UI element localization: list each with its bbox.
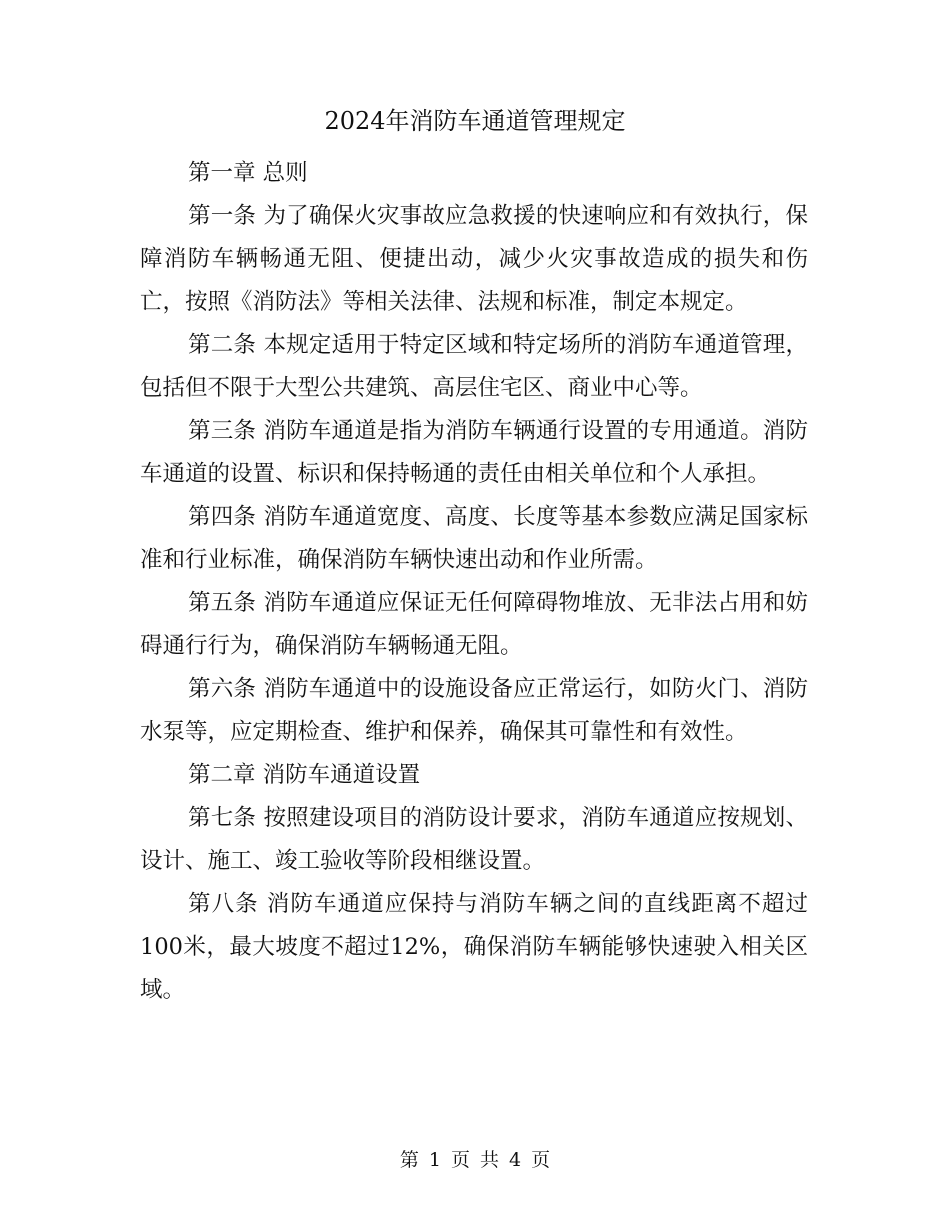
chapter-1-heading: 第一章 总则 <box>188 160 308 186</box>
article-5: 第五条 消防车通道应保证无任何障碍物堆放、无非法占用和妨碍通行行为，确保消防车辆畅通无阻。 <box>140 590 808 659</box>
page-footer: 第 1 页 共 4 页 <box>399 1149 551 1171</box>
article-1: 第一条 为了确保火灾事故应急救援的快速响应和有效执行，保障消防车辆畅通无阻、便捷出动，减少火灾事故造成的损失和伤亡，按照《消防法》等相关法律、法规和标准，制定本规定。 <box>140 203 808 315</box>
article-2: 第二条 本规定适用于特定区域和特定场所的消防车通道管理，包括但不限于大型公共建筑、高层住宅区、商业中心等。 <box>140 332 808 401</box>
document-title: 2024年消防车通道管理规定 <box>324 107 626 135</box>
article-6: 第六条 消防车通道中的设施设备应正常运行，如防火门、消防水泵等，应定期检查、维护和保养，确保其可靠性和有效性。 <box>140 676 808 745</box>
article-7: 第七条 按照建设项目的消防设计要求，消防车通道应按规划、设计、施工、竣工验收等阶段相继设置。 <box>140 805 808 874</box>
article-3: 第三条 消防车通道是指为消防车辆通行设置的专用通道。消防车通道的设置、标识和保持畅通的责任由相关单位和个人承担。 <box>140 418 808 487</box>
chapter-2-heading: 第二章 消防车通道设置 <box>188 762 421 788</box>
article-4: 第四条 消防车通道宽度、高度、长度等基本参数应满足国家标准和行业标准，确保消防车辆快速出动和作业所需。 <box>140 504 808 573</box>
document-body <box>140 152 808 1012</box>
article-8: 第八条 消防车通道应保持与消防车辆之间的直线距离不超过100米，最大坡度不超过12%，确保消防车辆能够快速驶入相关区域。 <box>140 891 808 1003</box>
